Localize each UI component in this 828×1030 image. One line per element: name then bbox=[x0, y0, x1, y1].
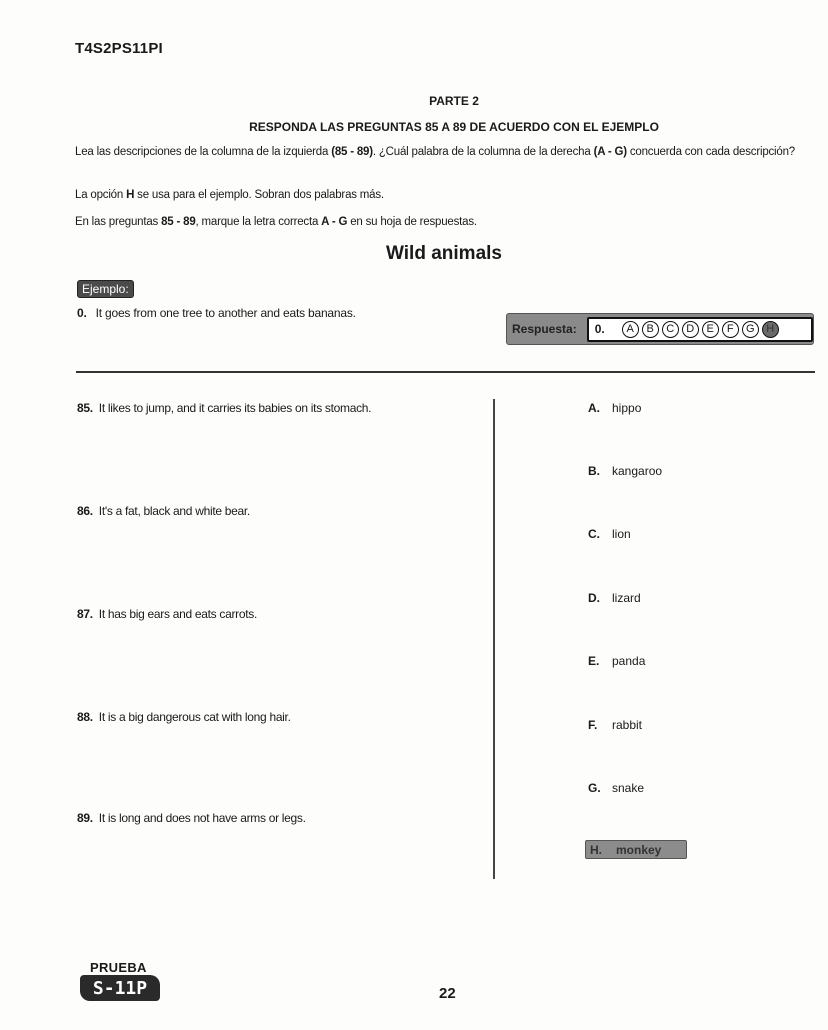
answer-label: Respuesta: bbox=[512, 322, 577, 336]
instruction-text: se usa para el ejemplo. Sobran dos palabras más. bbox=[134, 189, 384, 201]
example-question bbox=[77, 306, 356, 320]
question-number: 87. bbox=[77, 607, 93, 621]
question-86 bbox=[77, 504, 250, 518]
instruction-text: En las preguntas bbox=[75, 216, 162, 228]
question-number: 88. bbox=[77, 710, 93, 724]
question-85 bbox=[77, 401, 371, 415]
question-text: It has big ears and eats carrots. bbox=[98, 607, 257, 621]
question-text: It is long and does not have arms or legs. bbox=[98, 811, 306, 825]
option-word: lion bbox=[612, 527, 631, 541]
option-word: rabbit bbox=[612, 718, 643, 732]
option-b bbox=[588, 464, 662, 478]
instruction-2 bbox=[75, 189, 820, 202]
option-letter: D. bbox=[588, 591, 600, 605]
question-text: It likes to jump, and it carries its babies on its stomach. bbox=[98, 401, 372, 415]
option-letter: G. bbox=[588, 781, 601, 795]
instruction-text: concuerda con cada descripción? bbox=[626, 146, 796, 158]
answer-number: 0. bbox=[594, 322, 605, 336]
bubble-d[interactable]: D bbox=[682, 321, 699, 338]
horizontal-divider bbox=[76, 371, 815, 373]
option-word: lizard bbox=[612, 591, 641, 605]
option-a bbox=[588, 401, 641, 415]
option-letter: E. bbox=[588, 654, 600, 668]
instruction-text: en su hoja de respuestas. bbox=[347, 216, 477, 228]
example-tag: Ejemplo: bbox=[77, 280, 134, 298]
instruction-range: A - G bbox=[321, 216, 348, 228]
bubble-e[interactable]: E bbox=[702, 321, 719, 338]
question-number: 85. bbox=[77, 401, 93, 415]
instruction-range: (A - G) bbox=[593, 146, 627, 158]
example-answer-box bbox=[506, 313, 814, 345]
prueba-label: PRUEBA bbox=[90, 960, 147, 975]
option-d bbox=[588, 591, 641, 605]
question-text: It is a big dangerous cat with long hair. bbox=[98, 710, 291, 724]
bubble-a[interactable]: A bbox=[622, 321, 639, 338]
bubble-h-selected[interactable]: H bbox=[762, 321, 779, 338]
question-number: 86. bbox=[77, 504, 93, 518]
answer-bubbles bbox=[587, 317, 813, 342]
instruction-range: 85 - 89 bbox=[161, 216, 196, 228]
test-code: T4S2PS11PI bbox=[75, 40, 163, 57]
instruction-option: H bbox=[126, 189, 135, 201]
option-letter: A. bbox=[588, 401, 600, 415]
option-word: snake bbox=[612, 781, 645, 795]
question-87 bbox=[77, 607, 257, 621]
question-number: 89. bbox=[77, 811, 93, 825]
prueba-badge: S-11P bbox=[80, 975, 160, 1001]
option-word: panda bbox=[612, 654, 646, 668]
part-title: PARTE 2 bbox=[429, 94, 479, 108]
page-number: 22 bbox=[439, 985, 456, 1002]
question-text: It goes from one tree to another and eats bananas. bbox=[95, 306, 356, 320]
instruction-range: (85 - 89) bbox=[331, 146, 373, 158]
instruction-text: . ¿Cuál palabra de la columna de la derecha bbox=[372, 146, 594, 158]
option-word: monkey bbox=[616, 842, 662, 857]
instruction-3 bbox=[75, 216, 820, 229]
option-letter: H. bbox=[590, 842, 602, 857]
option-letter: C. bbox=[588, 527, 600, 541]
option-f bbox=[588, 718, 642, 732]
instruction-text: La opción bbox=[75, 189, 127, 201]
question-number: 0. bbox=[77, 306, 87, 320]
option-g bbox=[588, 781, 644, 795]
question-88 bbox=[77, 710, 291, 724]
section-heading: RESPONDA LAS PREGUNTAS 85 A 89 DE ACUERDO CON EL EJEMPLO bbox=[249, 120, 659, 134]
bubble-f[interactable]: F bbox=[722, 321, 739, 338]
column-divider bbox=[493, 399, 495, 879]
instruction-text: Lea las descripciones de la columna de la izquierda bbox=[75, 146, 332, 158]
option-letter: F. bbox=[588, 718, 598, 732]
option-h-example bbox=[585, 840, 687, 859]
question-text: It's a fat, black and white bear. bbox=[98, 504, 250, 518]
instruction-text: , marque la letra correcta bbox=[195, 216, 322, 228]
page-title: Wild animals bbox=[386, 243, 502, 264]
option-word: hippo bbox=[612, 401, 642, 415]
bubble-b[interactable]: B bbox=[642, 321, 659, 338]
question-89 bbox=[77, 811, 306, 825]
bubble-c[interactable]: C bbox=[662, 321, 679, 338]
option-letter: B. bbox=[588, 464, 600, 478]
option-c bbox=[588, 527, 631, 541]
bubble-g[interactable]: G bbox=[742, 321, 759, 338]
option-e bbox=[588, 654, 645, 668]
instruction-1 bbox=[75, 146, 820, 159]
option-word: kangaroo bbox=[612, 464, 663, 478]
